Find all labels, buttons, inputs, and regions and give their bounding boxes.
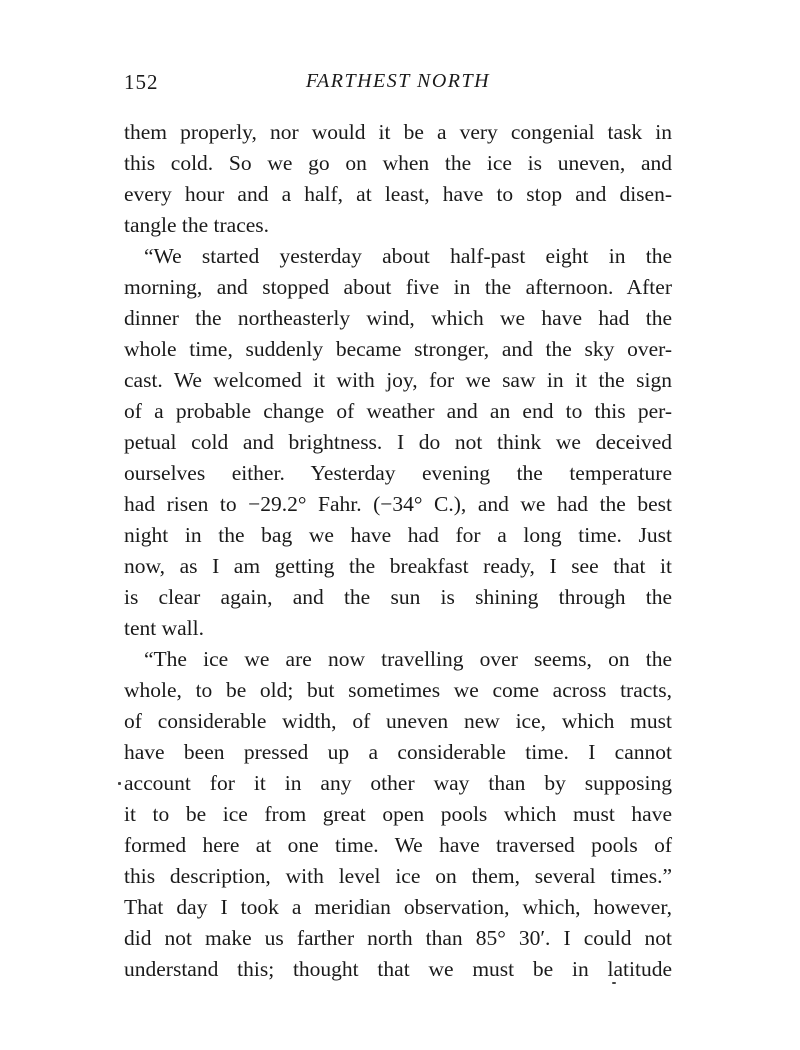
text-line: this cold. So we go on when the ice is uneven, and <box>124 151 672 175</box>
print-speck <box>612 982 616 984</box>
text-line: petual cold and brightness. I do not think we deceived <box>124 430 672 454</box>
page-header <box>124 70 672 100</box>
text-line: had risen to −29.2° Fahr. (−34° C.), and we had the best <box>124 492 672 516</box>
text-line: night in the bag we have had for a long time. Just <box>124 523 672 547</box>
text-line: have been pressed up a considerable time. I cannot <box>124 740 672 764</box>
text-line: That day I took a meridian observation, which, however, <box>124 895 672 919</box>
text-line: tent wall. <box>124 616 205 640</box>
text-line: them properly, nor would it be a very congenial task in <box>124 120 672 144</box>
text-line: whole time, suddenly became stronger, and the sky over- <box>124 337 672 361</box>
text-line: now, as I am getting the breakfast ready, I see that it <box>124 554 672 578</box>
text-line: is clear again, and the sun is shining through the <box>124 585 672 609</box>
text-line: every hour and a half, at least, have to stop and disen- <box>124 182 672 206</box>
text-line: “We started yesterday about half-past eight in the <box>144 244 672 268</box>
text-line: of considerable width, of uneven new ice, which must <box>124 709 672 733</box>
text-line: formed here at one time. We have traversed pools of <box>124 833 672 857</box>
page-number: 152 <box>124 70 159 94</box>
text-line: it to be ice from great open pools which must have <box>124 802 672 826</box>
text-line: of a probable change of weather and an end to this per- <box>124 399 672 423</box>
text-line: “The ice we are now travelling over seems, on the <box>144 647 672 671</box>
text-line: did not make us farther north than 85° 30′. I could not <box>124 926 672 950</box>
text-line: account for it in any other way than by supposing <box>124 771 672 795</box>
print-speck <box>118 782 121 785</box>
running-title: FARTHEST NORTH <box>305 70 491 92</box>
text-line: understand this; thought that we must be in latitude <box>124 957 672 981</box>
body-text <box>124 117 672 985</box>
text-line: this description, with level ice on them, several times.” <box>124 864 672 888</box>
text-line: cast. We welcomed it with joy, for we saw in it the sign <box>124 368 672 392</box>
text-line: whole, to be old; but sometimes we come across tracts, <box>124 678 672 702</box>
text-line: dinner the northeasterly wind, which we have had the <box>124 306 672 330</box>
text-line: ourselves either. Yesterday evening the temperature <box>124 461 672 485</box>
text-line: tangle the traces. <box>124 213 270 237</box>
text-line: morning, and stopped about five in the afternoon. After <box>124 275 672 299</box>
